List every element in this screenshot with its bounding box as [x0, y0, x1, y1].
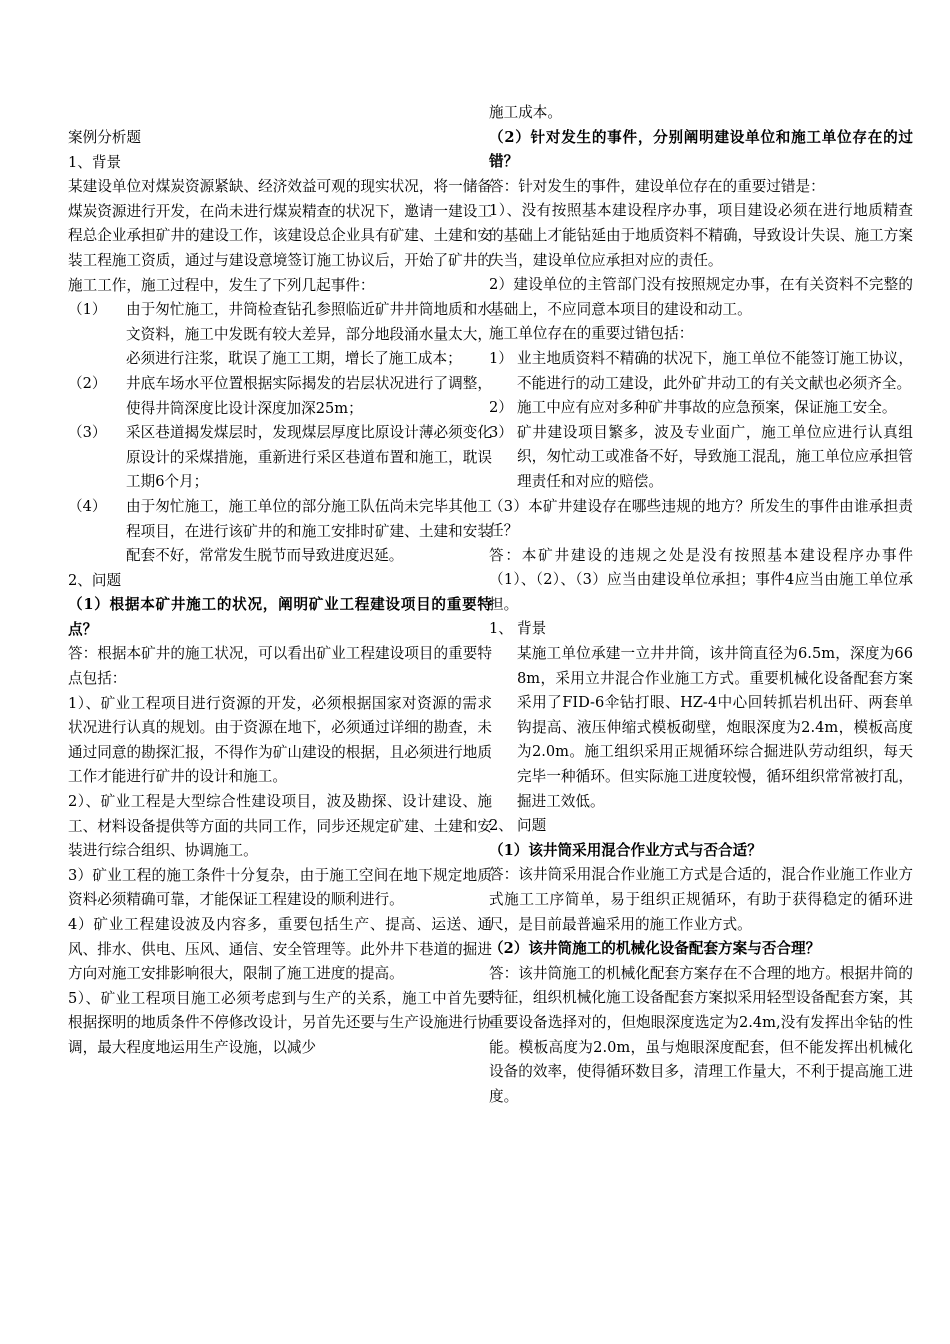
case2-answer-1: 答：该井筒采用混合作业施工方式是合适的，混合作业施工作业方式施工工序简单，易于组织正规循环，有助于获得稳定的循环进尺，是目前最普遍采用的施工作业方式。: [489, 866, 913, 933]
item-text: 施工中应有应对多种矿井事故的应急预案，保证施工安全。: [517, 399, 897, 417]
case1-background-label: 1、背景: [68, 153, 122, 171]
contractor-fault-item-2: [489, 396, 913, 421]
event-text: 由于匆忙施工，井筒检查钻孔参照临近矿井井筒地质和水文资料，施工中发既有较大差异，部分地段涌水量太大，必须进行注浆，耽误了施工工期，增长了施工成本；: [126, 301, 492, 368]
event-text: 由于匆忙施工，施工单位的部分施工队伍尚未完毕其他工程项目，在进行该矿井的和施工安排时矿建、土建和安装配套不好，常常发生脱节而导致进度迟延。: [126, 497, 492, 565]
continuation-text: 施工成本。: [489, 104, 562, 121]
case2-background-text: 某施工单位承建一立井井筒，该井筒直径为6.5m，深度为668m，采用立井混合作业施工方式。重要机械化设备配套方案采用了FID-6伞钻打眼、HZ-4中心回转抓岩机出矸、两套单钩提高、液压伸缩式模板砌壁，炮眼深度为2.4m，模板高度为2.0m。施工组织采用正规循环综合掘进队劳动组织，每天完毕一种循环。但实际施工进度较慢，循环组织常常被打乱，掘进工效低。: [517, 645, 913, 810]
contractor-fault-item-1: [489, 347, 913, 396]
answer-1-point: 3）矿业工程的施工条件十分复杂，由于施工空间在地下规定地质资料必须精确可靠，才能保证工程建设的顺利进行。: [68, 866, 492, 909]
case2-background-number: 1、: [489, 620, 513, 638]
answer-2-owner-point: 1）、没有按照基本建设程序办事，项目建设必须在进行地质精查的基础上才能钻延由于地质资料不精确，导致设计失误、施工方案失当，建设单位应承担对应的责任。: [489, 202, 913, 269]
answer-2-contractor-intro: 施工单位存在的重要过错包括：: [489, 325, 694, 343]
answer-1-point: 4）矿业工程建设波及内容多，重要包括生产、提高、运送、通风、排水、供电、压风、通信、安全管理等。此外井下巷道的掘进方向对施工安排影响很大，限制了施工进度的提高。: [68, 916, 492, 983]
answer-1-point: 1）、矿业工程项目进行资源的开发，必须根据国家对资源的需求状况进行认真的规划。由于资源在地下，必须通过详细的勘查，未通过同意的勘探汇报，不得作为矿山建设的根据，且必须进行地质工作才能进行矿井的设计和施工。: [68, 694, 492, 786]
question-2: （2）针对发生的事件，分别阐明建设单位和施工单位存在的过错？: [489, 128, 913, 171]
case1-question-label: 2、问题: [68, 571, 122, 589]
case2-answer-2: 答：该井筒施工的机械化配套方案存在不合理的地方。根据井筒的特征，组织机械化施工设备配套方案拟采用轻型设备配套方案，其重要设备选择对的，但炮眼深度选定为2.4m,没有发挥出伞钻的性能。模板高度为2.0m，虽与炮眼深度配套，但不能发挥出机械化设备的效率，使得循环数目多，清理工作量大，不利于提高施工进度。: [489, 964, 913, 1105]
answer-1-intro: 答：根据本矿井的施工状况，可以看出矿业工程建设项目的重要特点包括：: [68, 645, 492, 688]
item-text: 业主地质资料不精确的状况下，施工单位不能签订施工协议，不能进行的动工建设，此外矿井动工的有关文献也必须齐全。: [517, 349, 913, 392]
item-text: 矿井建设项目繁多，波及专业面广，施工单位应进行认真组织，匆忙动工或准备不好，导致施工混乱，施工单位应承担管理责任和对应的赔偿。: [517, 423, 913, 490]
item-number: 2）: [489, 399, 513, 417]
event-number: （2）: [68, 374, 107, 392]
case2-question-label: 问题: [517, 817, 547, 835]
case2-background-body: [517, 617, 913, 814]
event-item-1: [68, 298, 492, 372]
event-item-3: [68, 421, 492, 495]
question-1: （1）根据本矿井施工的状况，阐明矿业工程建设项目的重要特点？: [68, 596, 492, 638]
event-item-2: [68, 372, 492, 421]
answer-2-owner-point: 2）建设单位的主管部门没有按照规定办事，在有关资料不完整的基础上，不应同意本项目的建设和动工。: [489, 276, 913, 318]
event-number: （3）: [68, 424, 107, 442]
case2-question-number: 2、: [489, 817, 513, 835]
event-number: （1）: [68, 301, 107, 319]
answer-3: 答：本矿井建设的违规之处是没有按照基本建设程序办事件（1）、（2）、（3）应当由建设单位承担；事件4应当由施工单位承担。: [489, 546, 913, 613]
left-column: [68, 126, 492, 1061]
case2-question-2: （2）该井筒施工的机械化设备配套方案与否合理？: [489, 940, 821, 958]
case2-question-1: （1）该井筒采用混合作业方式与否合适？: [489, 841, 762, 859]
section-heading: 案例分析题: [68, 129, 141, 146]
answer-2-intro: 答：针对发生的事件，建设单位存在的重要过错是：: [489, 177, 825, 195]
item-number: 3）: [489, 423, 513, 441]
answer-1-point: 2）、矿业工程是大型综合性建设项目，波及勘探、设计建设、施工、材料设备提供等方面的共同工作，同步还规定矿建、土建和安装进行综合组织、协调施工。: [68, 793, 492, 860]
case2-question-heading: [489, 814, 913, 839]
event-number: （4）: [68, 497, 107, 515]
contractor-fault-item-3: [489, 421, 913, 495]
case1-intro-paragraph: 某建设单位对煤炭资源紧缺、经济效益可观的现实状况，将一储备煤炭资源进行开发，在尚未进行煤炭精查的状况下，邀请一建设工程总企业承担矿井的建设工作，该建设总企业具有矿建、土建和安装工程施工资质，通过与建设意境签订施工协议后，开始了矿井的施工工作，施工过程中，发生了下列几起事件：: [68, 178, 492, 294]
event-item-4: [68, 495, 492, 569]
case2-background-label: 背景: [517, 620, 547, 638]
right-column: [489, 101, 913, 1109]
answer-1-point: 5）、矿业工程项目施工必须考虑到与生产的关系，施工中首先要根据探明的地质条件不停修改设计，另首先还要与生产设施进行协调，最大程度地运用生产设施，以减少: [68, 989, 492, 1056]
question-3: （3）本矿井建设存在哪些违规的地方？所发生的事件由谁承担责任？: [489, 497, 913, 540]
item-number: 1）: [489, 349, 513, 367]
case2-background: [489, 617, 913, 814]
event-text: 井底车场水平位置根据实际揭发的岩层状况进行了调整，使得井筒深度比设计深度加深25m；: [126, 374, 492, 417]
event-text: 采区巷道揭发煤层时，发现煤层厚度比原设计薄必须变化原设计的采煤措施，重新进行采区巷道布置和施工，耽误工期6个月；: [126, 424, 492, 491]
